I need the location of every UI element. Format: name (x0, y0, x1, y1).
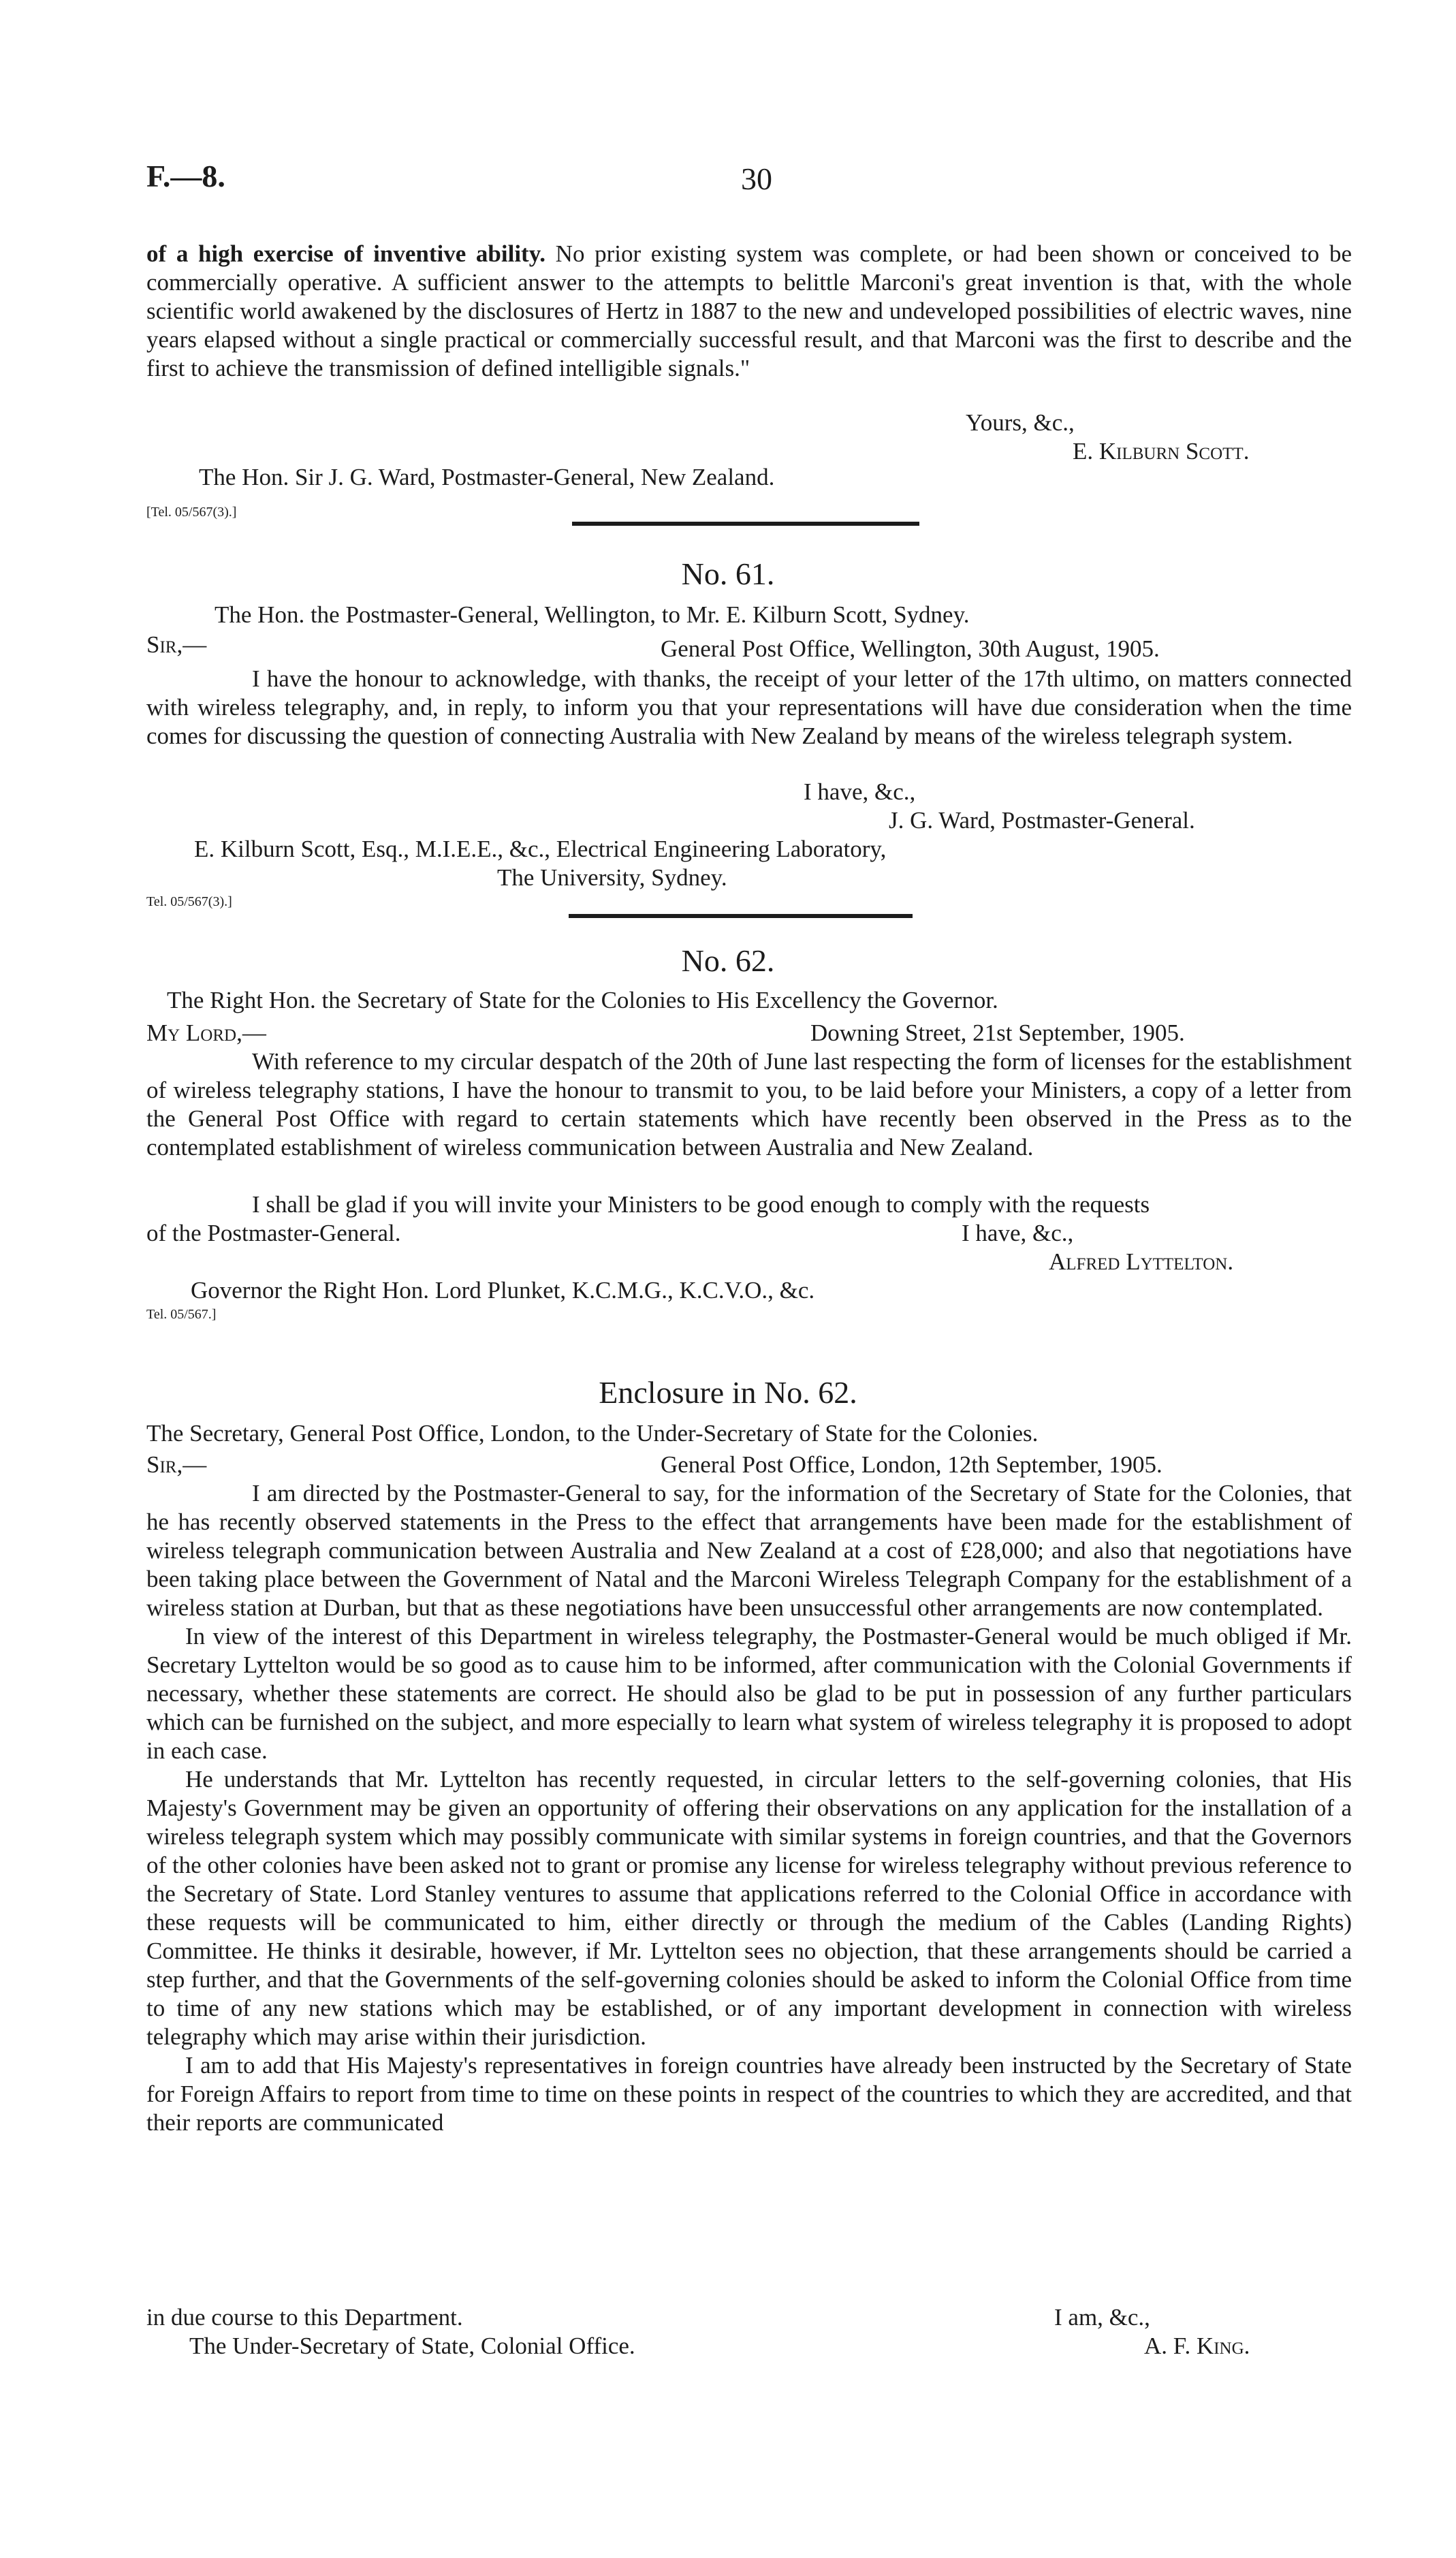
continuation-text: No prior existing system was complete, or had been shown or conceived to be commercially operative. A sufficient answer to the attempts to belittle Marconi's great invention is that, with the whole scientific world awakened by the disclosures of Hertz in 1887 to the new and undeveloped possibilities of electric waves, nine years elapsed without a single practical or commercially successful result, and that Marconi was the first to describe and the first to achieve the transmission of defined intelligible signals." (146, 240, 1352, 381)
continuation-signature: E. Kilburn Scott. (1073, 438, 1250, 464)
enclosure62-para2: In view of the interest of this Department in wireless telegraphy, the Postmaster-General would be much obliged if Mr. Secretary Lyttelton would be so good as to cause him to be informed, after communication with the Colonial Governments if necessary, whether these statements are correct. He should also be glad to be put in possession of any further particulars which can be furnished on the subject, and more especially to learn what system of wireless telegraphy it is proposed to adopt in each case. (146, 1623, 1352, 1764)
letter62-heading: The Right Hon. the Secretary of State for the Colonies to His Excellency the Governor. (167, 987, 998, 1013)
letter62-body1: With reference to my circular despatch of the 20th of June last respecting the form of licenses for the establishment of wireless telegraphy stations, I have the honour to transmit to you, to be laid before your Ministers, a copy of a letter from the General Post Office with regard to certain statements which have recently been observed in the Press as to the contemplated establishment of wireless communication between Australia and New Zealand. (146, 1048, 1352, 1160)
enclosure62-salutation: Sir,— (146, 1451, 207, 1478)
letter62-salutation: My Lord,— (146, 1020, 266, 1046)
letter61-signature: J. G. Ward, Postmaster-General. (889, 807, 1195, 834)
letter62-body2-line1: I shall be glad if you will invite your Ministers to be good enough to comply with the requests (252, 1191, 1150, 1218)
continuation-paragraph (146, 240, 1352, 383)
enclosure62-place-date: General Post Office, London, 12th September, 1905. (661, 1451, 1162, 1478)
document-id: F.—8. (146, 159, 225, 193)
enclosure62-addressee: The Under-Secretary of State, Colonial Office. (189, 2333, 635, 2359)
continuation-reference: [Tel. 05/567(3).] (146, 505, 237, 520)
letter61-body: I have the honour to acknowledge, with thanks, the receipt of your letter of the 17th ultimo, on matters connected with wireless telegraphy, and, in reply, to inform you that your representations will have due consideration when the time comes for discussing the question of connecting Australia with New Zealand by means of the wireless telegraph system. (146, 665, 1352, 749)
letter61-salutation: Sir,— (146, 631, 207, 658)
enclosure62-para4-last: in due course to this Department. (146, 2304, 463, 2331)
section-divider (569, 914, 913, 918)
enclosure62-para1: I am directed by the Postmaster-General to say, for the information of the Secretary of State for the Colonies, that he has recently observed statements in the Press to the effect that arrangements have been made for the establishment of wireless telegraph communication between Australia and New Zealand at a cost of £28,000; and also that negotiations have been taking place between the Government of Natal and the Marconi Wireless Telegraph Company for the establishment of a wireless station at Durban, but that as these negotiations have been unsuccessful other arrangements are now contemplated. (146, 1480, 1352, 1621)
continuation-closing: Yours, &c., (966, 409, 1075, 436)
letter62-addressee: Governor the Right Hon. Lord Plunket, K.C.M.G., K.C.V.O., &c. (191, 1277, 815, 1304)
enclosure62-body (146, 1479, 1352, 2137)
letter61-reference: Tel. 05/567(3).] (146, 894, 232, 909)
letter61-addressee-line1: E. Kilburn Scott, Esq., M.I.E.E., &c., Electrical Engineering Laboratory, (194, 836, 887, 862)
enclosure62-signature: A. F. King. (1144, 2333, 1250, 2359)
enclosure62-para3: He understands that Mr. Lyttelton has recently requested, in circular letters to the self-governing colonies, that His Majesty's Government may be given an opportunity of offering their observations on any application for the installation of a wireless telegraph system which may possibly communicate with similar systems in foreign countries, and that the Governors of the other colonies have been asked not to grant or promise any license for wireless telegraphy without previous reference to the Secretary of State. Lord Stanley ventures to assume that applications referred to the Colonial Office in accordance with these requests will be communicated to him, either directly or through the medium of the Cables (Landing Rights) Committee. He thinks it desirable, however, if Mr. Lyttelton sees no objection, that these arrangements should be carried a step further, and that the Governments of the self-governing colonies should be asked to inform the Colonial Office from time to time of any new stations which may be established, or of any important development in connection with wireless telegraphy which may arise within their jurisdiction. (146, 1766, 1352, 2050)
letter61-addressee-line2: The University, Sydney. (497, 864, 727, 891)
enclosure62-para4: I am to add that His Majesty's representatives in foreign countries have already been instructed by the Secretary of State for Foreign Affairs to report from time to time on these points in respect of the countries to which they are accredited, and that their reports are communicated (146, 2052, 1352, 2136)
letter62-place-date: Downing Street, 21st September, 1905. (810, 1020, 1185, 1046)
letter61-title: No. 61. (681, 556, 775, 591)
enclosure62-closing: I am, &c., (1054, 2304, 1150, 2331)
continuation-lead: of a high exercise of inventive ability. (146, 240, 546, 267)
letter62-title: No. 62. (681, 943, 775, 978)
section-divider (572, 522, 919, 526)
enclosure62-heading: The Secretary, General Post Office, London, to the Under-Secretary of State for the Colonies. (146, 1420, 1039, 1447)
page-number: 30 (741, 161, 772, 196)
letter62-reference: Tel. 05/567.] (146, 1307, 217, 1322)
letter61-heading: The Hon. the Postmaster-General, Wellington, to Mr. E. Kilburn Scott, Sydney. (215, 601, 970, 628)
letter62-signature: Alfred Lyttelton. (1049, 1248, 1234, 1275)
continuation-addressee: The Hon. Sir J. G. Ward, Postmaster-General, New Zealand. (199, 464, 775, 490)
letter62-closing: I have, &c., (962, 1220, 1074, 1246)
letter61-closing: I have, &c., (804, 778, 916, 805)
enclosure62-title: Enclosure in No. 62. (599, 1375, 857, 1410)
letter61-place-date: General Post Office, Wellington, 30th August, 1905. (661, 635, 1160, 662)
letter62-body2-line2: of the Postmaster-General. (146, 1220, 401, 1246)
